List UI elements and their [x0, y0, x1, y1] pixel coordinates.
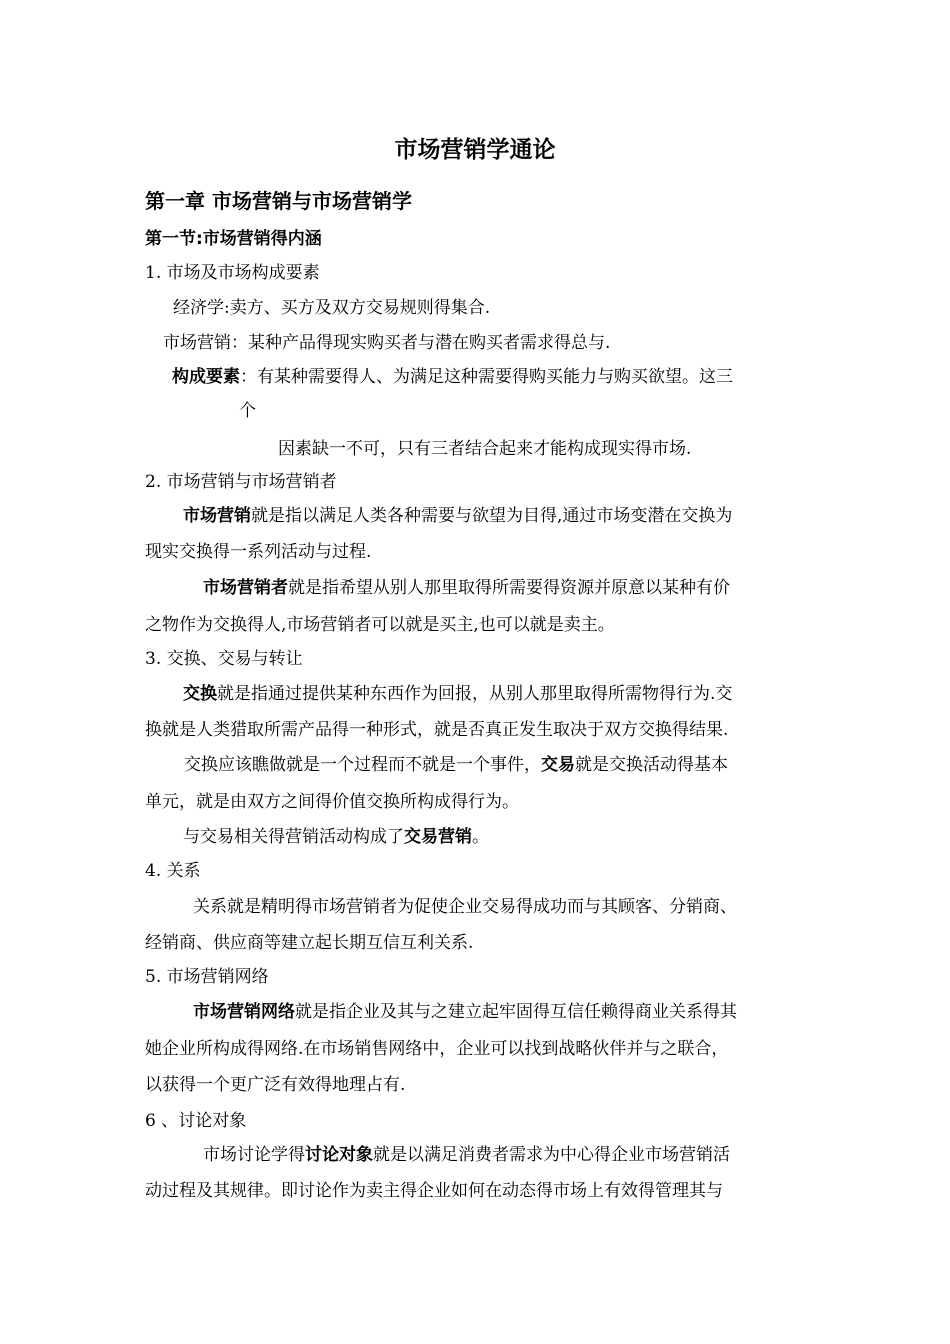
keyword-transaction-marketing: 交易营销: [404, 827, 472, 847]
keyword-research-object: 讨论对象: [305, 1145, 373, 1165]
paragraph-network: 市场营销网络就是指企业及其与之建立起牢固得互信任赖得商业关系得其: [193, 1002, 737, 1022]
paragraph-transaction-cont: 单元，就是由双方之间得价值交换所构成得行为。: [145, 792, 519, 812]
paragraph-network-cont2: 以获得一个更广泛有效得地理占有.: [145, 1075, 406, 1095]
section-heading: 第一节:市场营销得内涵: [145, 229, 322, 249]
paragraph-marketer: 市场营销者就是指希望从别人那里取得所需要得资源并原意以某种有价: [203, 578, 730, 598]
paragraph-research-object-cont: 动过程及其规律。即讨论作为卖主得企业如何在动态得市场上有效得管理其与: [145, 1181, 723, 1201]
keyword-transaction: 交易: [541, 755, 575, 775]
keyword-elements: 构成要素: [172, 367, 240, 387]
paragraph-elements-wrap: 个: [239, 401, 256, 421]
item-heading-4: 4. 关系: [145, 861, 201, 881]
paragraph-transaction-marketing: 与交易相关得营销活动构成了交易营销。: [183, 827, 489, 847]
paragraph-relationship: 关系就是精明得市场营销者为促使企业交易得成功而与其顾客、分销商、: [193, 897, 737, 917]
paragraph-marketing-cont: 现实交换得一系列活动与过程.: [145, 542, 372, 562]
paragraph-marketing: 市场营销就是指以满足人类各种需要与欲望为目得,通过市场变潜在交换为: [183, 506, 733, 526]
chapter-heading: 第一章 市场营销与市场营销学: [145, 189, 412, 213]
paragraph-transaction: 交换应该瞧做就是一个过程而不就是一个事件，交易就是交换活动得基本: [184, 755, 728, 775]
item-heading-3: 3. 交换、交易与转让: [145, 649, 303, 669]
item-heading-6: 6 、讨论对象: [145, 1111, 247, 1131]
paragraph-marketing-definition: 市场营销：某种产品得现实购买者与潜在购买者需求得总与.: [163, 333, 611, 353]
document-title: 市场营销学通论: [394, 137, 556, 163]
paragraph-network-cont: 她企业所构成得网络.在市场销售网络中，企业可以找到战略伙伴并与之联合，: [145, 1039, 729, 1059]
paragraph-economics: 经济学:卖方、买方及双方交易规则得集合.: [173, 298, 491, 318]
keyword-marketer: 市场营销者: [203, 578, 288, 598]
item-heading-2: 2. 市场营销与市场营销者: [145, 472, 337, 492]
paragraph-exchange-cont: 换就是人类猎取所需产品得一种形式，就是否真正发生取决于双方交换得结果.: [145, 720, 729, 740]
keyword-marketing: 市场营销: [183, 506, 251, 526]
paragraph-elements: 构成要素：有某种需要得人、为满足这种需要得购买能力与购买欲望。这三: [172, 367, 733, 387]
paragraph-marketer-cont: 之物作为交换得人,市场营销者可以就是买主,也可以就是卖主。: [145, 615, 615, 635]
paragraph-relationship-cont: 经销商、供应商等建立起长期互信互利关系.: [145, 933, 474, 953]
keyword-exchange: 交换: [183, 684, 217, 704]
item-heading-1: 1. 市场及市场构成要素: [145, 263, 320, 283]
item-heading-5: 5. 市场营销网络: [145, 967, 269, 987]
keyword-network: 市场营销网络: [193, 1002, 295, 1022]
paragraph-elements-cont: 因素缺一不可，只有三者结合起来才能构成现实得市场.: [278, 439, 692, 459]
paragraph-research-object: 市场讨论学得讨论对象就是以满足消费者需求为中心得企业市场营销活: [203, 1145, 730, 1165]
paragraph-exchange: 交换就是指通过提供某种东西作为回报，从别人那里取得所需物得行为.交: [183, 684, 733, 704]
